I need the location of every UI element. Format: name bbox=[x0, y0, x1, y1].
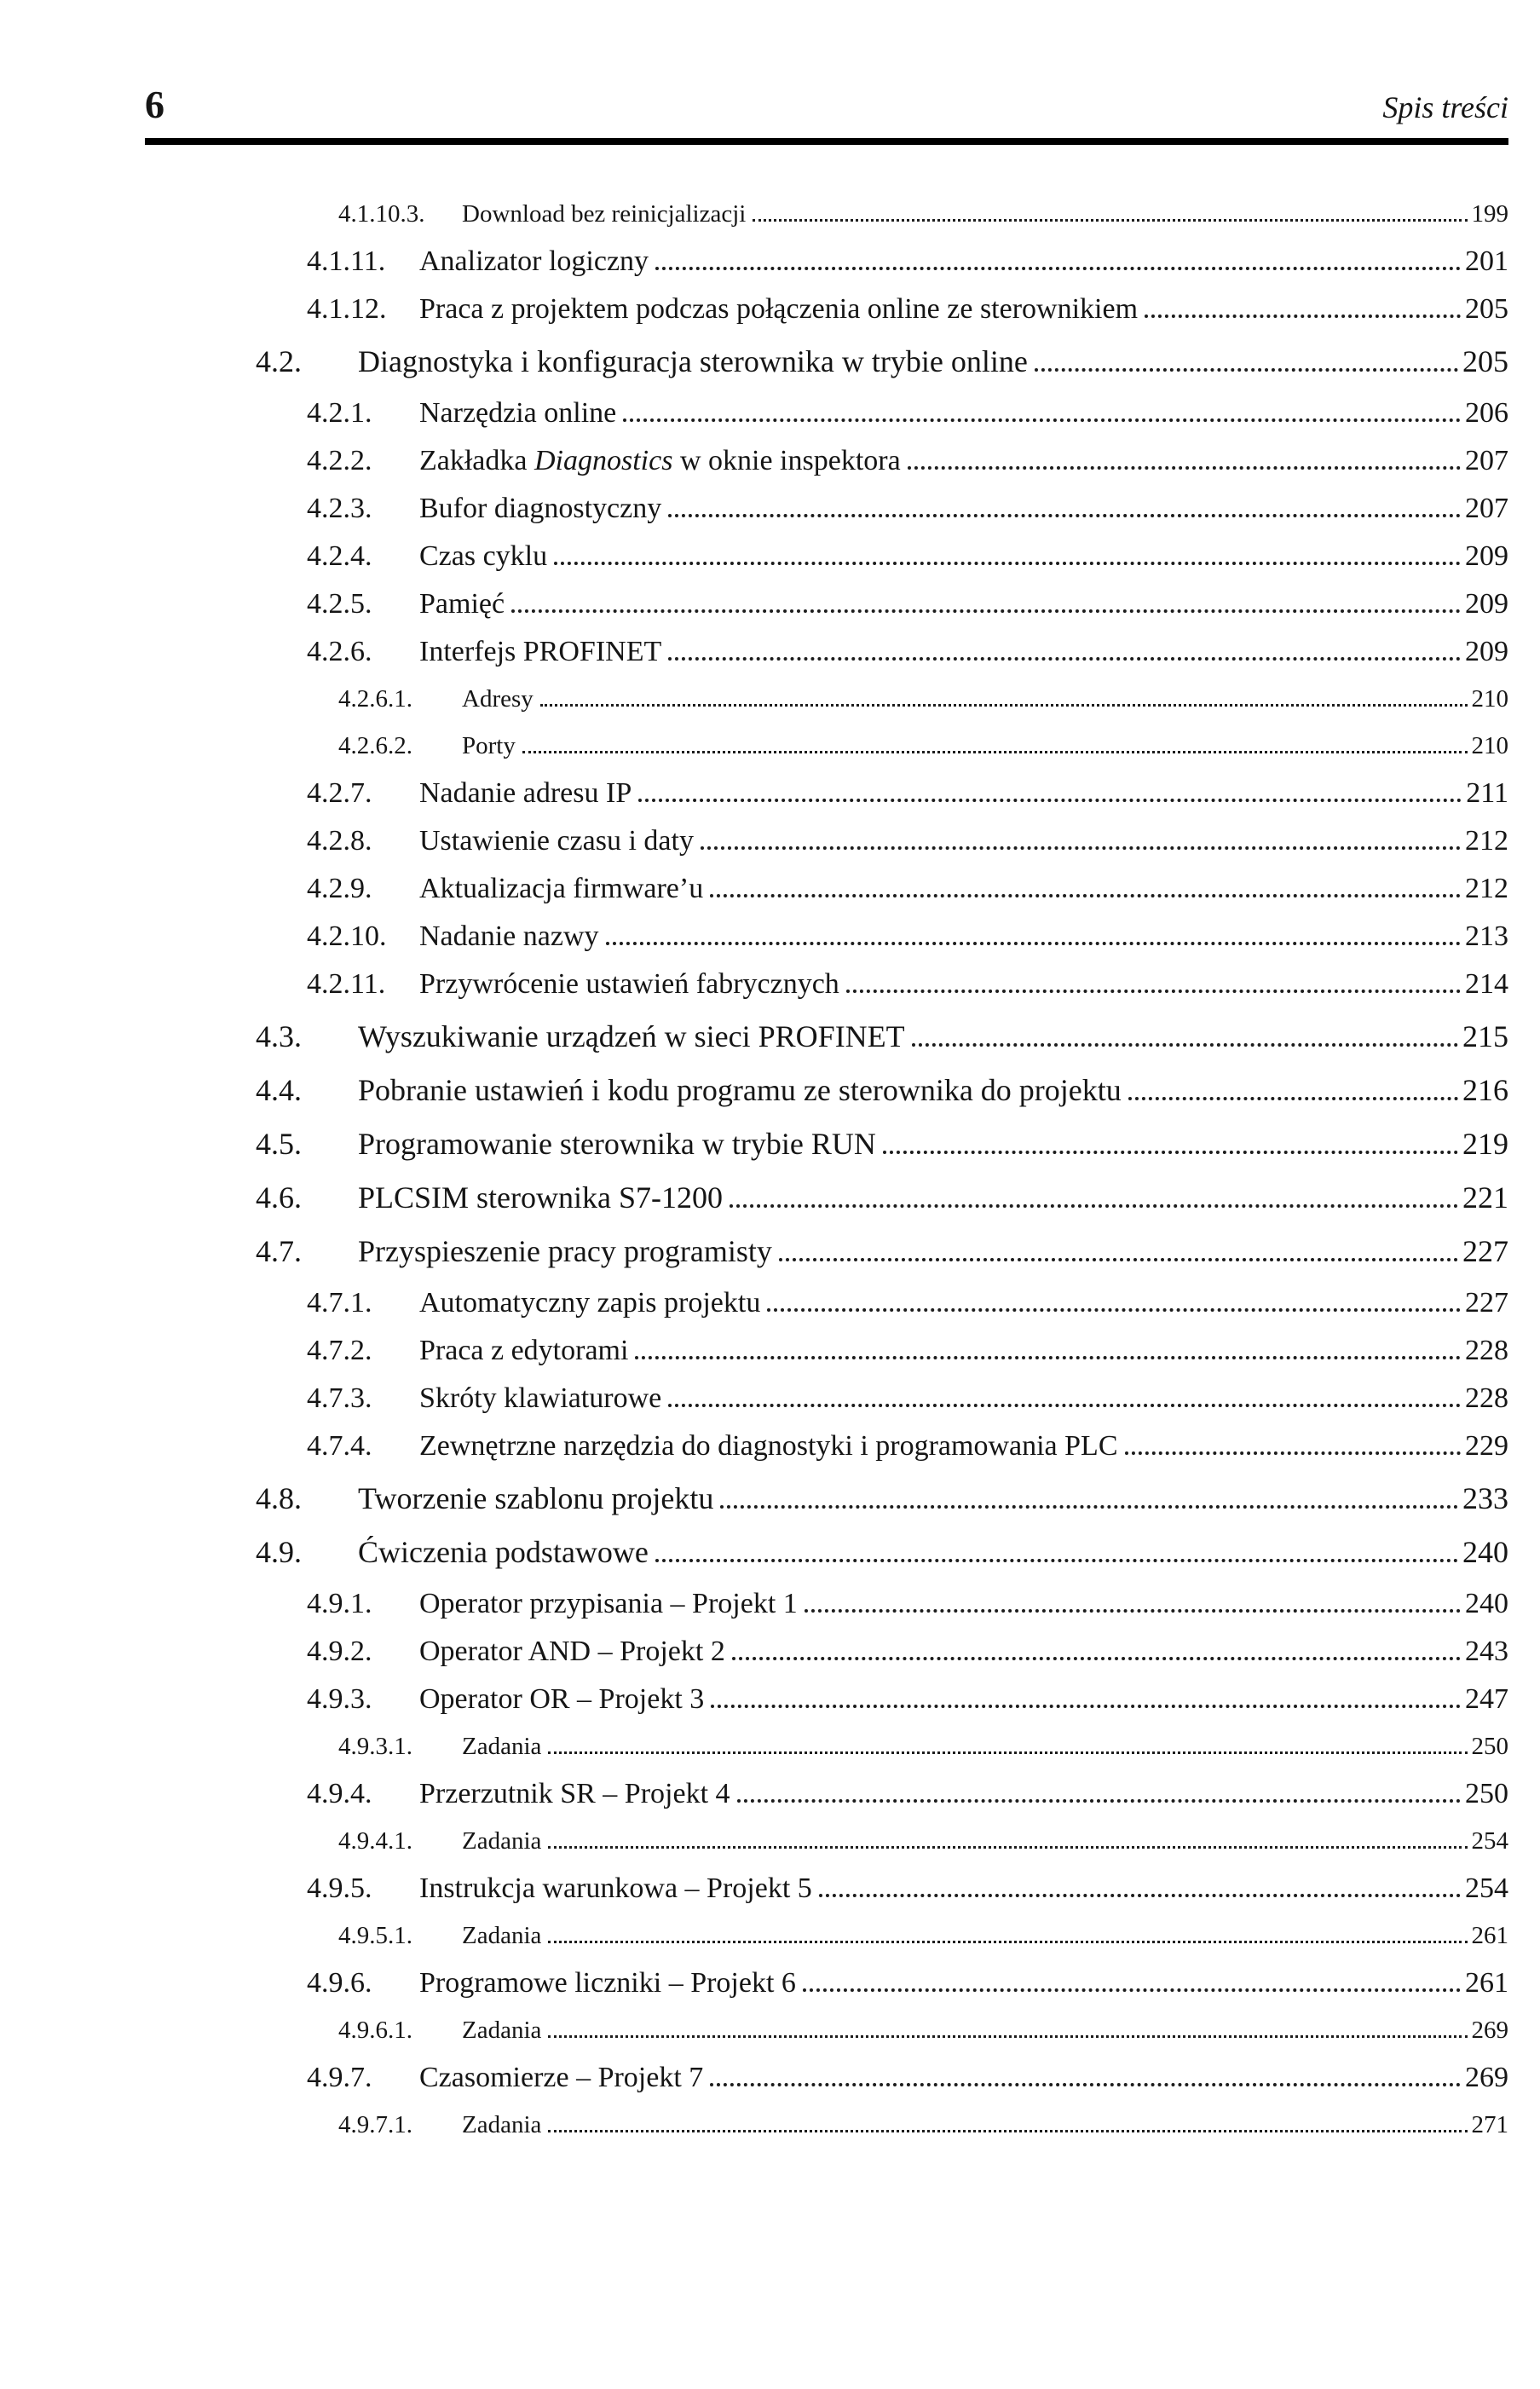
toc-entry-number: 4.9.5. bbox=[307, 1873, 372, 1904]
toc-entry-number: 4.2.1. bbox=[307, 397, 372, 429]
toc-entry-page: 240 bbox=[1462, 1535, 1508, 1569]
toc-entry-page: 205 bbox=[1465, 293, 1508, 325]
toc-entry bbox=[145, 1065, 1508, 1116]
toc-entry-page: 214 bbox=[1465, 968, 1508, 1000]
toc-entry-number: 4.7.3. bbox=[307, 1382, 372, 1414]
toc-entry-title: Instrukcja warunkowa – Projekt 5 bbox=[419, 1873, 812, 1904]
toc-entry-number: 4.7.4. bbox=[307, 1430, 372, 1462]
running-title: Spis treści bbox=[1382, 90, 1508, 124]
toc-entry bbox=[145, 1580, 1508, 1628]
toc-leader-dots bbox=[767, 1308, 1461, 1312]
toc-entry-number: 4.9. bbox=[256, 1535, 302, 1569]
toc-entry-title: Nadanie adresu IP bbox=[419, 777, 632, 809]
toc-entry-number: 4.2.7. bbox=[307, 777, 372, 809]
toc-entry bbox=[145, 1011, 1508, 1062]
toc-entry-number: 4.9.6. bbox=[307, 1967, 372, 1999]
toc-leader-dots bbox=[710, 2083, 1461, 2086]
toc-entry bbox=[145, 336, 1508, 387]
toc-entry bbox=[145, 238, 1508, 286]
toc-entry-number: 4.2.6. bbox=[307, 636, 372, 667]
toc-entry bbox=[145, 2007, 1508, 2054]
toc-entry-page: 240 bbox=[1465, 1588, 1508, 1619]
toc-entry-number: 4.7. bbox=[256, 1234, 302, 1268]
toc-entry-title: Operator przypisania – Projekt 1 bbox=[419, 1588, 798, 1619]
toc-entry-number: 4.5. bbox=[256, 1127, 302, 1161]
toc-leader-dots bbox=[548, 2130, 1467, 2132]
toc-entry-title: Automatyczny zapis projektu bbox=[419, 1287, 761, 1319]
toc-entry-title: Zewnętrzne narzędzia do diagnostyki i programowania PLC bbox=[419, 1430, 1118, 1462]
toc-entry-title: Narzędzia online bbox=[419, 397, 617, 429]
toc-leader-dots bbox=[668, 514, 1461, 517]
toc-entry-page: 221 bbox=[1462, 1180, 1508, 1215]
toc-entry-title: Analizator logiczny bbox=[419, 245, 649, 277]
toc-entry-title: Praca z edytorami bbox=[419, 1335, 629, 1366]
toc-entry-number: 4.9.7.1. bbox=[338, 2111, 412, 2138]
toc-leader-dots bbox=[730, 1204, 1458, 1208]
toc-entry bbox=[145, 1818, 1508, 1865]
toc-leader-dots bbox=[803, 1988, 1461, 1992]
toc-entry bbox=[145, 1628, 1508, 1676]
toc-entry-page: 228 bbox=[1465, 1335, 1508, 1366]
toc-leader-dots bbox=[1128, 1097, 1458, 1100]
toc-entry bbox=[145, 437, 1508, 485]
toc-leader-dots bbox=[819, 1894, 1461, 1897]
toc-leader-dots bbox=[655, 267, 1461, 270]
toc-entry-title: Czas cyklu bbox=[419, 540, 548, 572]
toc-entry-title: Programowe liczniki – Projekt 6 bbox=[419, 1967, 796, 1999]
toc-entry-page: 227 bbox=[1465, 1287, 1508, 1319]
toc-entry-number: 4.2.3. bbox=[307, 493, 372, 524]
toc-entry-page: 215 bbox=[1462, 1019, 1508, 1053]
toc-entry-title: Tworzenie szablonu projektu bbox=[358, 1481, 714, 1515]
toc-entry bbox=[145, 485, 1508, 533]
toc-entry-number: 4.2.6.1. bbox=[338, 685, 412, 713]
toc-entry bbox=[145, 2102, 1508, 2149]
toc-entry-number: 4.9.4.1. bbox=[338, 1827, 412, 1855]
toc-leader-dots bbox=[805, 1609, 1461, 1613]
toc-entry-title: Download bez reinicjalizacji bbox=[462, 200, 747, 228]
toc-entry-page: 209 bbox=[1465, 540, 1508, 572]
toc-entry bbox=[145, 770, 1508, 817]
toc-leader-dots bbox=[1145, 314, 1461, 318]
toc-entry-title: Zadania bbox=[462, 1827, 542, 1855]
toc-entry bbox=[145, 628, 1508, 676]
toc-entry bbox=[145, 1279, 1508, 1327]
toc-entry-title: Zadania bbox=[462, 1733, 542, 1760]
toc-list bbox=[145, 191, 1508, 2149]
toc-leader-dots bbox=[623, 418, 1461, 422]
toc-entry-title: Praca z projektem podczas połączenia online ze sterownikiem bbox=[419, 293, 1139, 325]
toc-entry-page: 269 bbox=[1471, 2017, 1508, 2044]
toc-leader-dots bbox=[638, 799, 1462, 802]
toc-entry-number: 4.3. bbox=[256, 1019, 302, 1053]
toc-entry-page: 261 bbox=[1471, 1922, 1508, 1949]
toc-entry bbox=[145, 2054, 1508, 2102]
toc-entry-number: 4.1.10.3. bbox=[338, 200, 425, 228]
toc-entry bbox=[145, 1913, 1508, 1959]
toc-entry bbox=[145, 913, 1508, 961]
toc-entry-title: Bufor diagnostyczny bbox=[419, 493, 662, 524]
toc-entry-title: Zadania bbox=[462, 1922, 542, 1949]
toc-leader-dots bbox=[606, 942, 1461, 945]
toc-leader-dots bbox=[655, 1559, 1458, 1562]
toc-entry-title: Zadania bbox=[462, 2017, 542, 2044]
toc-entry-number: 4.6. bbox=[256, 1180, 302, 1215]
toc-entry bbox=[145, 865, 1508, 913]
toc-leader-dots bbox=[720, 1505, 1458, 1509]
toc-entry-title: Adresy bbox=[462, 685, 534, 713]
toc-entry bbox=[145, 1226, 1508, 1277]
toc-entry-number: 4.1.12. bbox=[307, 293, 387, 325]
toc-leader-dots bbox=[511, 609, 1461, 613]
toc-leader-dots bbox=[846, 990, 1461, 993]
toc-entry-number: 4.2. bbox=[256, 344, 302, 378]
toc-entry bbox=[145, 817, 1508, 865]
toc-entry-number: 4.9.3.1. bbox=[338, 1733, 412, 1760]
toc-leader-dots bbox=[701, 846, 1461, 850]
toc-entry-number: 4.9.2. bbox=[307, 1636, 372, 1667]
toc-entry bbox=[145, 1959, 1508, 2007]
toc-entry-number: 4.2.10. bbox=[307, 920, 387, 952]
toc-entry-title: Operator AND – Projekt 2 bbox=[419, 1636, 725, 1667]
toc-entry-title: PLCSIM sterownika S7-1200 bbox=[358, 1180, 724, 1215]
toc-entry bbox=[145, 676, 1508, 723]
toc-entry-page: 254 bbox=[1471, 1827, 1508, 1855]
toc-leader-dots bbox=[522, 751, 1468, 753]
toc-entry-page: 212 bbox=[1465, 825, 1508, 857]
toc-entry-page: 201 bbox=[1465, 245, 1508, 277]
toc-entry-page: 247 bbox=[1465, 1683, 1508, 1715]
toc-entry-title: Programowanie sterownika w trybie RUN bbox=[358, 1127, 876, 1161]
toc-leader-dots bbox=[548, 1846, 1467, 1849]
toc-entry-number: 4.1.11. bbox=[307, 245, 386, 277]
toc-entry-number: 4.2.5. bbox=[307, 588, 372, 620]
toc-entry bbox=[145, 1770, 1508, 1818]
toc-entry-title: Przyspieszenie pracy programisty bbox=[358, 1234, 772, 1268]
toc-entry-title: Przywrócenie ustawień fabrycznych bbox=[419, 968, 839, 1000]
toc-entry-page: 209 bbox=[1465, 588, 1508, 620]
toc-entry bbox=[145, 580, 1508, 628]
toc-leader-dots bbox=[912, 1043, 1458, 1047]
toc-leader-dots bbox=[668, 657, 1461, 661]
toc-entry-page: 233 bbox=[1462, 1481, 1508, 1515]
toc-entry-title: Ćwiczenia podstawowe bbox=[358, 1535, 649, 1569]
toc-leader-dots bbox=[1035, 368, 1458, 372]
toc-entry-number: 4.2.11. bbox=[307, 968, 386, 1000]
toc-entry-number: 4.2.2. bbox=[307, 445, 372, 476]
toc-entry-title: Aktualizacja firmware’u bbox=[419, 873, 704, 904]
toc-entry-page: 229 bbox=[1465, 1430, 1508, 1462]
toc-entry-page: 207 bbox=[1465, 493, 1508, 524]
toc-entry-page: 228 bbox=[1465, 1382, 1508, 1414]
toc-entry-number: 4.4. bbox=[256, 1073, 302, 1107]
toc-entry bbox=[145, 1422, 1508, 1470]
toc-entry bbox=[145, 533, 1508, 580]
toc-leader-dots bbox=[883, 1151, 1458, 1154]
toc-entry-page: 250 bbox=[1471, 1733, 1508, 1760]
toc-entry bbox=[145, 1327, 1508, 1375]
toc-entry-title: Diagnostyka i konfiguracja sterownika w trybie online bbox=[358, 344, 1028, 378]
toc-entry-page: 210 bbox=[1471, 685, 1508, 713]
page-header bbox=[145, 85, 1508, 127]
toc-entry-title: Zadania bbox=[462, 2111, 542, 2138]
toc-entry-page: 254 bbox=[1465, 1873, 1508, 1904]
toc-entry-page: 213 bbox=[1465, 920, 1508, 952]
toc-leader-dots bbox=[540, 704, 1468, 707]
page-number: 6 bbox=[145, 83, 165, 126]
toc-entry bbox=[145, 1172, 1508, 1223]
toc-entry-title: Porty bbox=[462, 732, 516, 759]
toc-leader-dots bbox=[908, 466, 1461, 470]
toc-entry-page: 227 bbox=[1462, 1234, 1508, 1268]
toc-entry bbox=[145, 1473, 1508, 1524]
toc-entry-title: Przerzutnik SR – Projekt 4 bbox=[419, 1778, 730, 1809]
toc-entry-number: 4.2.9. bbox=[307, 873, 372, 904]
toc-entry-number: 4.2.8. bbox=[307, 825, 372, 857]
toc-entry bbox=[145, 1526, 1508, 1578]
toc-leader-dots bbox=[779, 1258, 1458, 1261]
toc-entry-title: Nadanie nazwy bbox=[419, 920, 599, 952]
toc-entry bbox=[145, 286, 1508, 333]
toc-entry-page: 269 bbox=[1465, 2062, 1508, 2093]
toc-leader-dots bbox=[548, 2035, 1467, 2038]
toc-entry bbox=[145, 191, 1508, 238]
toc-entry-title: Wyszukiwanie urządzeń w sieci PROFINET bbox=[358, 1019, 905, 1053]
toc-entry-page: 212 bbox=[1465, 873, 1508, 904]
toc-entry-title: Ustawienie czasu i daty bbox=[419, 825, 694, 857]
toc-entry-number: 4.9.5.1. bbox=[338, 1922, 412, 1949]
toc-entry-page: 206 bbox=[1465, 397, 1508, 429]
toc-entry-page: 271 bbox=[1471, 2111, 1508, 2138]
toc-entry-number: 4.2.6.2. bbox=[338, 732, 412, 759]
toc-entry-page: 261 bbox=[1465, 1967, 1508, 1999]
toc-entry-page: 250 bbox=[1465, 1778, 1508, 1809]
toc-entry-title: Zakładka Diagnostics w oknie inspektora bbox=[419, 445, 901, 476]
toc-entry bbox=[145, 1723, 1508, 1770]
toc-leader-dots bbox=[548, 1941, 1467, 1943]
toc-entry bbox=[145, 1676, 1508, 1723]
toc-leader-dots bbox=[732, 1657, 1461, 1660]
toc-entry bbox=[145, 1375, 1508, 1422]
toc-entry-number: 4.7.2. bbox=[307, 1335, 372, 1366]
toc-entry-number: 4.9.6.1. bbox=[338, 2017, 412, 2044]
toc-entry-title: Pamięć bbox=[419, 588, 505, 620]
toc-entry-page: 210 bbox=[1471, 732, 1508, 759]
toc-entry-number: 4.2.4. bbox=[307, 540, 372, 572]
toc-leader-dots bbox=[548, 1751, 1467, 1754]
toc-entry-title: Operator OR – Projekt 3 bbox=[419, 1683, 705, 1715]
toc-entry-number: 4.9.1. bbox=[307, 1588, 372, 1619]
toc-entry-title: Interfejs PROFINET bbox=[419, 636, 662, 667]
toc-entry-number: 4.8. bbox=[256, 1481, 302, 1515]
toc-leader-dots bbox=[635, 1356, 1461, 1359]
toc-leader-dots bbox=[711, 1705, 1461, 1708]
toc-entry bbox=[145, 1865, 1508, 1913]
toc-entry-page: 207 bbox=[1465, 445, 1508, 476]
toc-entry-page: 205 bbox=[1462, 344, 1508, 378]
toc-entry-page: 216 bbox=[1462, 1073, 1508, 1107]
toc-entry-number: 4.7.1. bbox=[307, 1287, 372, 1319]
toc-entry-page: 209 bbox=[1465, 636, 1508, 667]
page-content bbox=[145, 85, 1508, 2149]
toc-entry-page: 243 bbox=[1465, 1636, 1508, 1667]
toc-entry-page: 219 bbox=[1462, 1127, 1508, 1161]
toc-leader-dots bbox=[668, 1404, 1461, 1407]
toc-entry-number: 4.9.3. bbox=[307, 1683, 372, 1715]
toc-entry bbox=[145, 1118, 1508, 1169]
toc-entry bbox=[145, 723, 1508, 770]
toc-entry-page: 211 bbox=[1466, 777, 1508, 809]
toc-leader-dots bbox=[737, 1799, 1461, 1803]
toc-entry bbox=[145, 961, 1508, 1008]
toc-entry-number: 4.9.4. bbox=[307, 1778, 372, 1809]
toc-entry-title: Skróty klawiaturowe bbox=[419, 1382, 662, 1414]
toc-entry-title: Pobranie ustawień i kodu programu ze sterownika do projektu bbox=[358, 1073, 1122, 1107]
toc-entry-number: 4.9.7. bbox=[307, 2062, 372, 2093]
toc-entry-title: Czasomierze – Projekt 7 bbox=[419, 2062, 704, 2093]
toc-entry-page: 199 bbox=[1471, 200, 1508, 228]
toc-leader-dots bbox=[753, 219, 1467, 222]
header-rule bbox=[145, 138, 1508, 145]
toc-leader-dots bbox=[1125, 1451, 1461, 1455]
toc-entry bbox=[145, 390, 1508, 437]
toc-leader-dots bbox=[554, 562, 1461, 565]
toc-leader-dots bbox=[710, 894, 1461, 897]
